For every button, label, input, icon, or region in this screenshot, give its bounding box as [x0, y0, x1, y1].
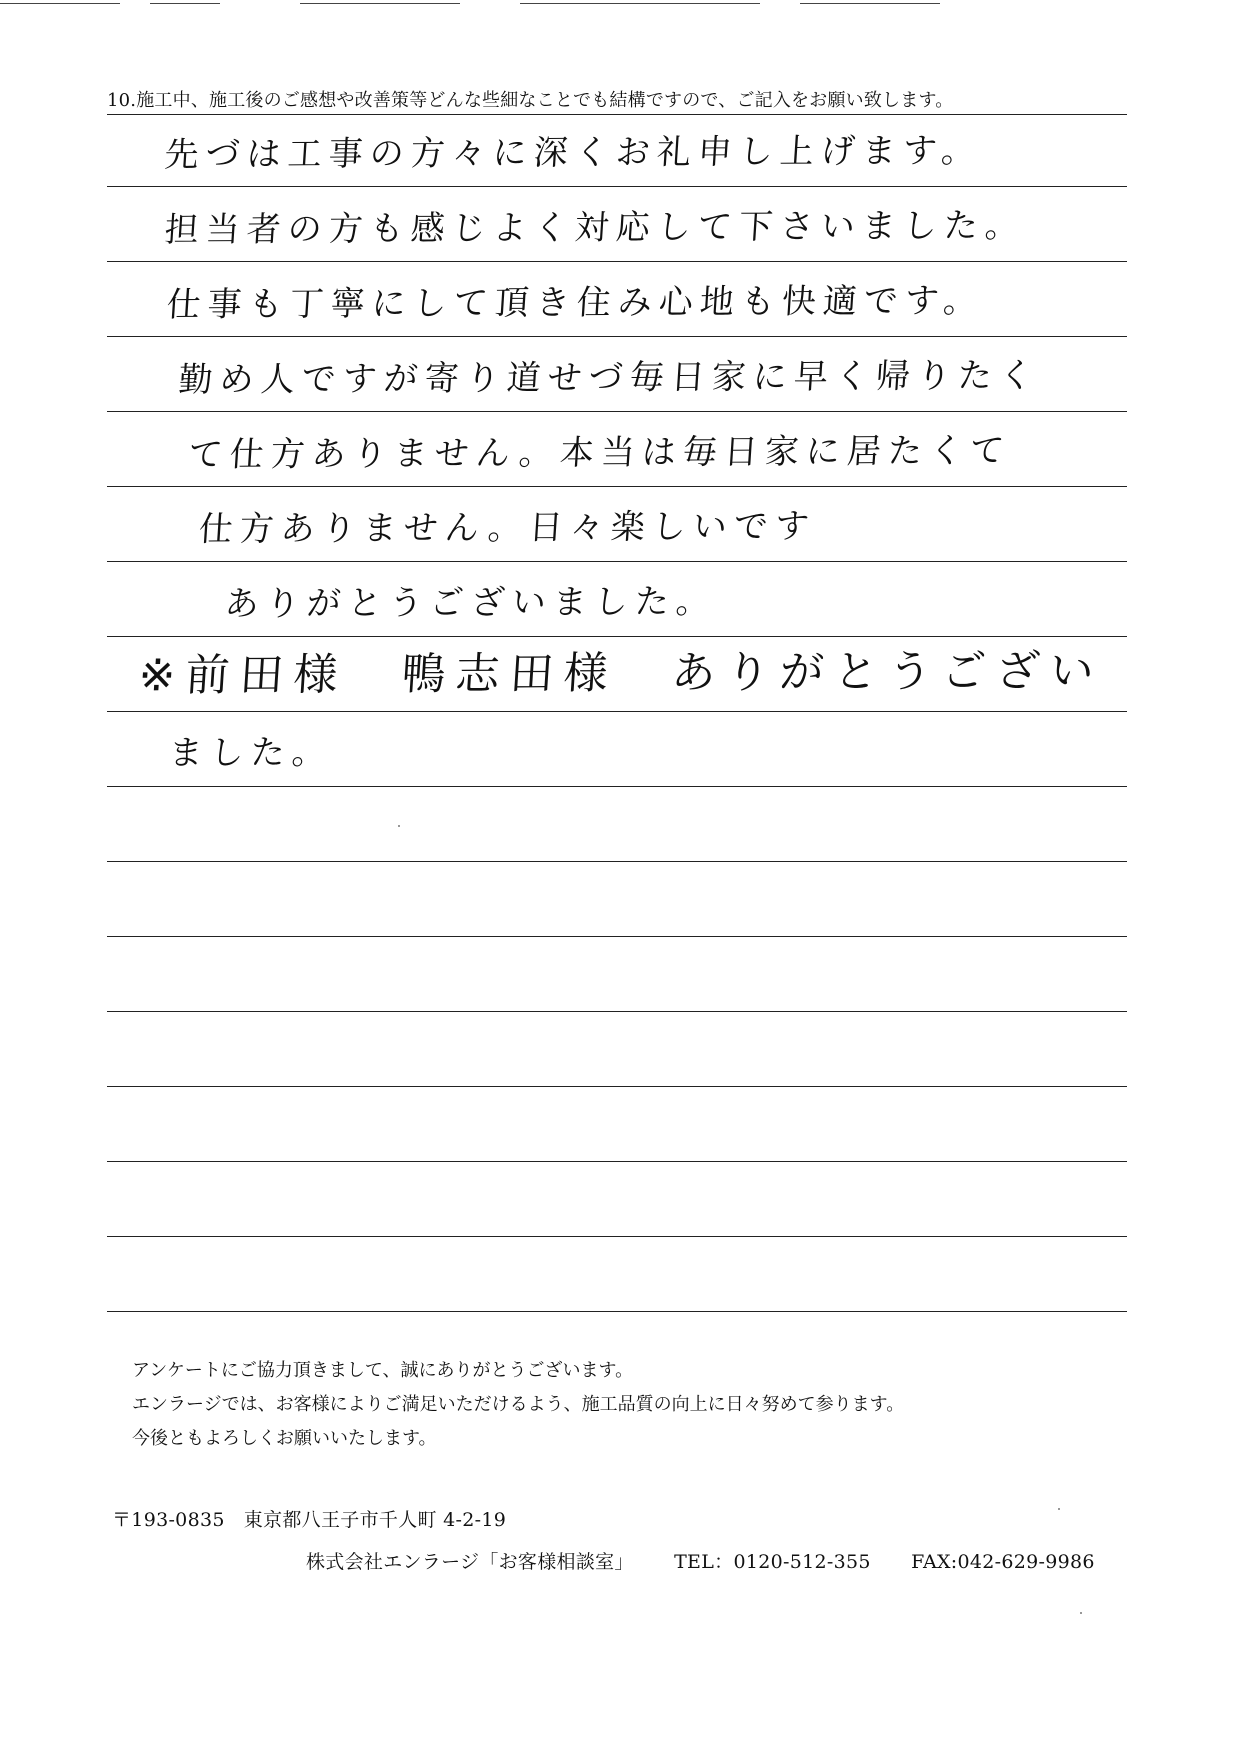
answer-line — [107, 1237, 1127, 1312]
thank-you-message — [132, 1354, 904, 1456]
question-heading: 10.施工中、施工後のご感想や改善策等どんな些細なことでも結構ですので、ご記入をお願い致します。 — [107, 86, 1127, 115]
answer-line — [107, 337, 1127, 412]
answer-line — [107, 262, 1127, 337]
scan-speck — [1080, 1612, 1082, 1614]
thanks-line: 今後ともよろしくお願いいたします。 — [132, 1428, 437, 1449]
answer-line — [107, 787, 1127, 862]
fax: FAX:042-629-9986 — [911, 1551, 1095, 1573]
answer-line — [107, 637, 1127, 712]
handwritten-text: 仕事も丁寧にして頂き住み心地も快適です。 — [165, 280, 986, 326]
answer-line — [107, 187, 1127, 262]
top-page-edge — [0, 0, 1242, 14]
handwritten-text: 先づは工事の方々に深くお礼申し上げます。 — [163, 130, 984, 176]
company-address — [112, 1505, 506, 1532]
postal-code: 〒193-0835 — [112, 1509, 225, 1531]
company-contact — [306, 1547, 1095, 1574]
answer-line — [107, 1087, 1127, 1162]
handwritten-text: 担当者の方も感じよく対応して下さいました。 — [163, 205, 1028, 251]
answer-line — [107, 112, 1127, 187]
answer-line — [107, 712, 1127, 787]
answer-line — [107, 1012, 1127, 1087]
company-name: 株式会社エンラージ「お客様相談室」 — [306, 1551, 634, 1573]
answer-line — [107, 937, 1127, 1012]
answer-line — [107, 412, 1127, 487]
telephone: TEL：0120-512-355 — [674, 1551, 871, 1573]
answer-line — [107, 862, 1127, 937]
handwritten-text: ※前田様 鴨志田様 ありがとうござい — [136, 645, 1106, 702]
scan-speck — [398, 825, 400, 827]
handwritten-text: て仕方ありません。本当は毎日家に居たくて — [187, 430, 1013, 476]
handwritten-text: ました。 — [167, 732, 335, 774]
handwritten-text: ありがとうございました。 — [223, 581, 719, 625]
street-address: 東京都八王子市千人町 4-2-19 — [243, 1509, 507, 1531]
answer-line — [107, 562, 1127, 637]
handwritten-text: 仕方ありません。日々楽しいです — [197, 506, 818, 550]
answer-line — [107, 487, 1127, 562]
thanks-line: アンケートにご協力頂きまして、誠にありがとうございます。 — [132, 1360, 634, 1381]
scan-speck — [1058, 1508, 1060, 1510]
answer-line — [107, 1162, 1127, 1237]
thanks-line: エンラージでは、お客様によりご満足いただけるよう、施工品質の向上に日々努めて参ります。 — [132, 1394, 905, 1415]
handwritten-text: 勤め人ですが寄り道せづ毎日家に早く帰りたく — [177, 355, 1042, 401]
